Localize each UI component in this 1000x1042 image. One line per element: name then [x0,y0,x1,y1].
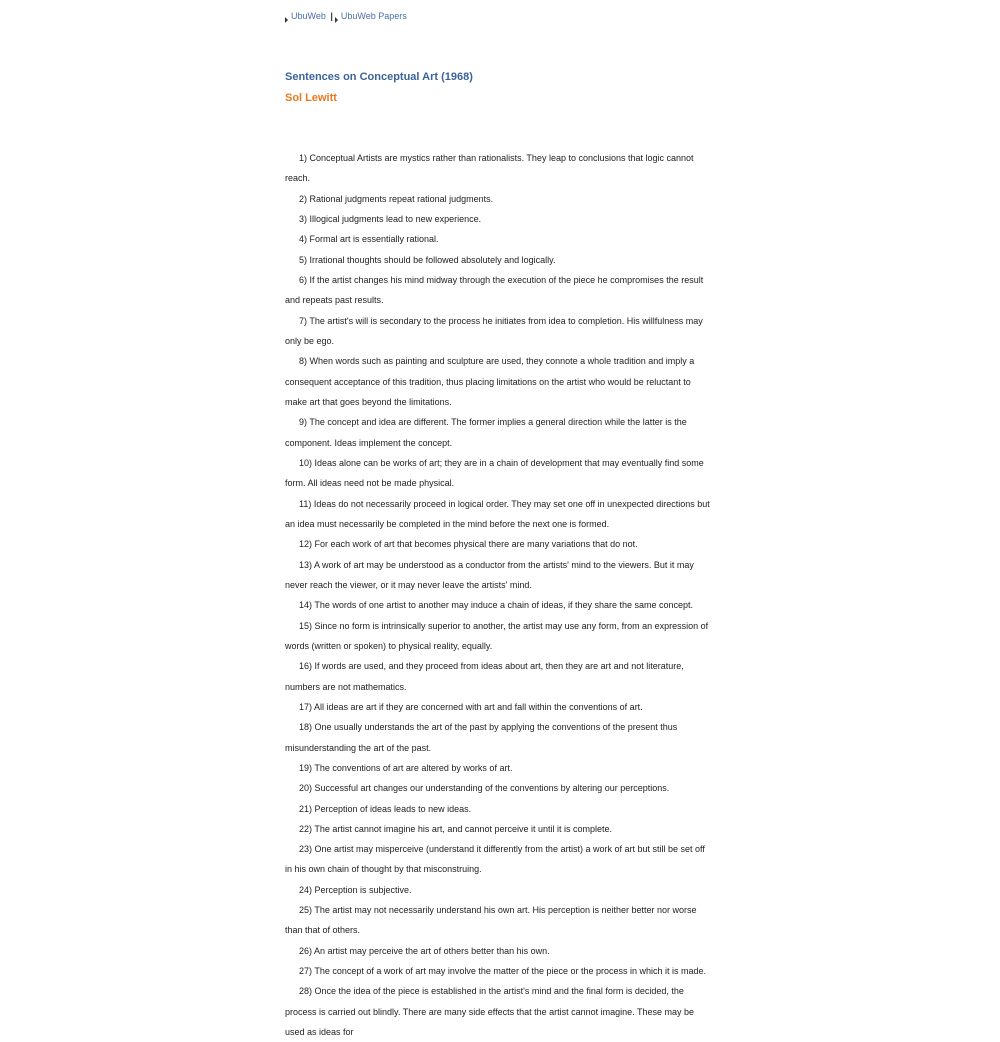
sentence-paragraph: 4) Formal art is essentially rational. [299,234,439,245]
nav-link-ubuweb-papers[interactable]: UbuWeb Papers [340,11,407,21]
top-nav [285,11,407,23]
page-title: Sentences on Conceptual Art (1968) [285,71,473,83]
sentence-paragraph: 24) Perception is subjective. [299,884,412,895]
sentence-paragraph: 22) The artist cannot imagine his art, and cannot perceive it until it is complete. [299,823,612,834]
sentence-paragraph: 23) One artist may misperceive (understand it differently from the artist) a work of art but still be set off in his own chain of thought by that misconstruing. [285,844,705,875]
sentence-paragraph: 21) Perception of ideas leads to new ideas. [299,803,472,814]
sentence-paragraph: 13) A work of art may be understood as a conductor from the artists' mind to the viewers. But it may never reach the viewer, or it may never leave the artists' mind. [285,559,694,590]
arrow-right-icon [285,17,288,23]
author-name: Sol Lewitt [285,92,337,104]
sentence-paragraph: 5) Irrational thoughts should be followed absolutely and logically. [299,254,556,265]
sentence-paragraph: 1) Conceptual Artists are mystics rather than rationalists. They leap to conclusions that logic cannot reach. [285,153,694,184]
sentences-list [285,148,713,1042]
sentence-paragraph: 12) For each work of art that becomes physical there are many variations that do not. [299,539,638,550]
sentence-paragraph: 17) All ideas are art if they are concerned with art and fall within the conventions of art. [299,701,643,712]
nav-separator: | [330,11,333,21]
sentence-paragraph: 16) If words are used, and they proceed from ideas about art, then they are art and not literature, numbers are not mathematics. [285,661,684,692]
sentence-paragraph: 8) When words such as painting and sculpture are used, they connote a whole tradition and imply a consequent acceptance of this tradition, thus placing limitations on the artist who would be reluctant to make art that goes beyond the limitations. [285,356,695,407]
sentence-paragraph: 19) The conventions of art are altered by works of art. [299,762,513,773]
sentence-paragraph: 10) Ideas alone can be works of art; they are in a chain of development that may eventually find some form. All ideas need not be made physical. [285,457,704,489]
sentence-paragraph: 7) The artist's will is secondary to the process he initiates from idea to completion. His willfulness may only be ego. [285,315,703,346]
nav-link-ubuweb[interactable]: UbuWeb [291,11,326,21]
sentence-paragraph: 25) The artist may not necessarily understand his own art. His perception is neither better nor worse than that of others. [285,905,697,936]
sentence-paragraph: 18) One usually understands the art of the past by applying the conventions of the present thus misunderstanding the art of the past. [285,722,678,753]
sentence-paragraph: 15) Since no form is intrinsically superior to another, the artist may use any form, from an expression of words (written or spoken) to physical reality, equally. [285,620,709,651]
sentence-paragraph: 26) An artist may perceive the art of others better than his own. [299,945,550,956]
sentence-paragraph: 28) Once the idea of the piece is established in the artist's mind and the final form is decided, the process is carried out blindly. There are many side effects that the artist cannot imagine. These may be used as ideas for [285,986,695,1038]
arrow-right-icon [335,17,338,23]
sentence-paragraph: 2) Rational judgments repeat rational judgments. [299,193,494,204]
sentence-paragraph: 27) The concept of a work of art may involve the matter of the piece or the process in which it is made. [299,966,707,977]
sentence-paragraph: 14) The words of one artist to another may induce a chain of ideas, if they share the same concept. [299,600,694,611]
sentence-paragraph: 9) The concept and idea are different. The former implies a general direction while the latter is the component. Ideas implement the concept. [285,417,687,448]
sentence-paragraph: 6) If the artist changes his mind midway through the execution of the piece he compromises the result and repeats past results. [285,274,704,306]
sentence-paragraph: 3) Illogical judgments lead to new experience. [299,213,482,224]
sentence-paragraph: 11) Ideas do not necessarily proceed in logical order. They may set one off in unexpected directions but an idea must necessarily be completed in the mind before the next one is formed. [285,498,710,529]
sentence-paragraph: 20) Successful art changes our understanding of the conventions by altering our perceptions. [299,783,670,794]
